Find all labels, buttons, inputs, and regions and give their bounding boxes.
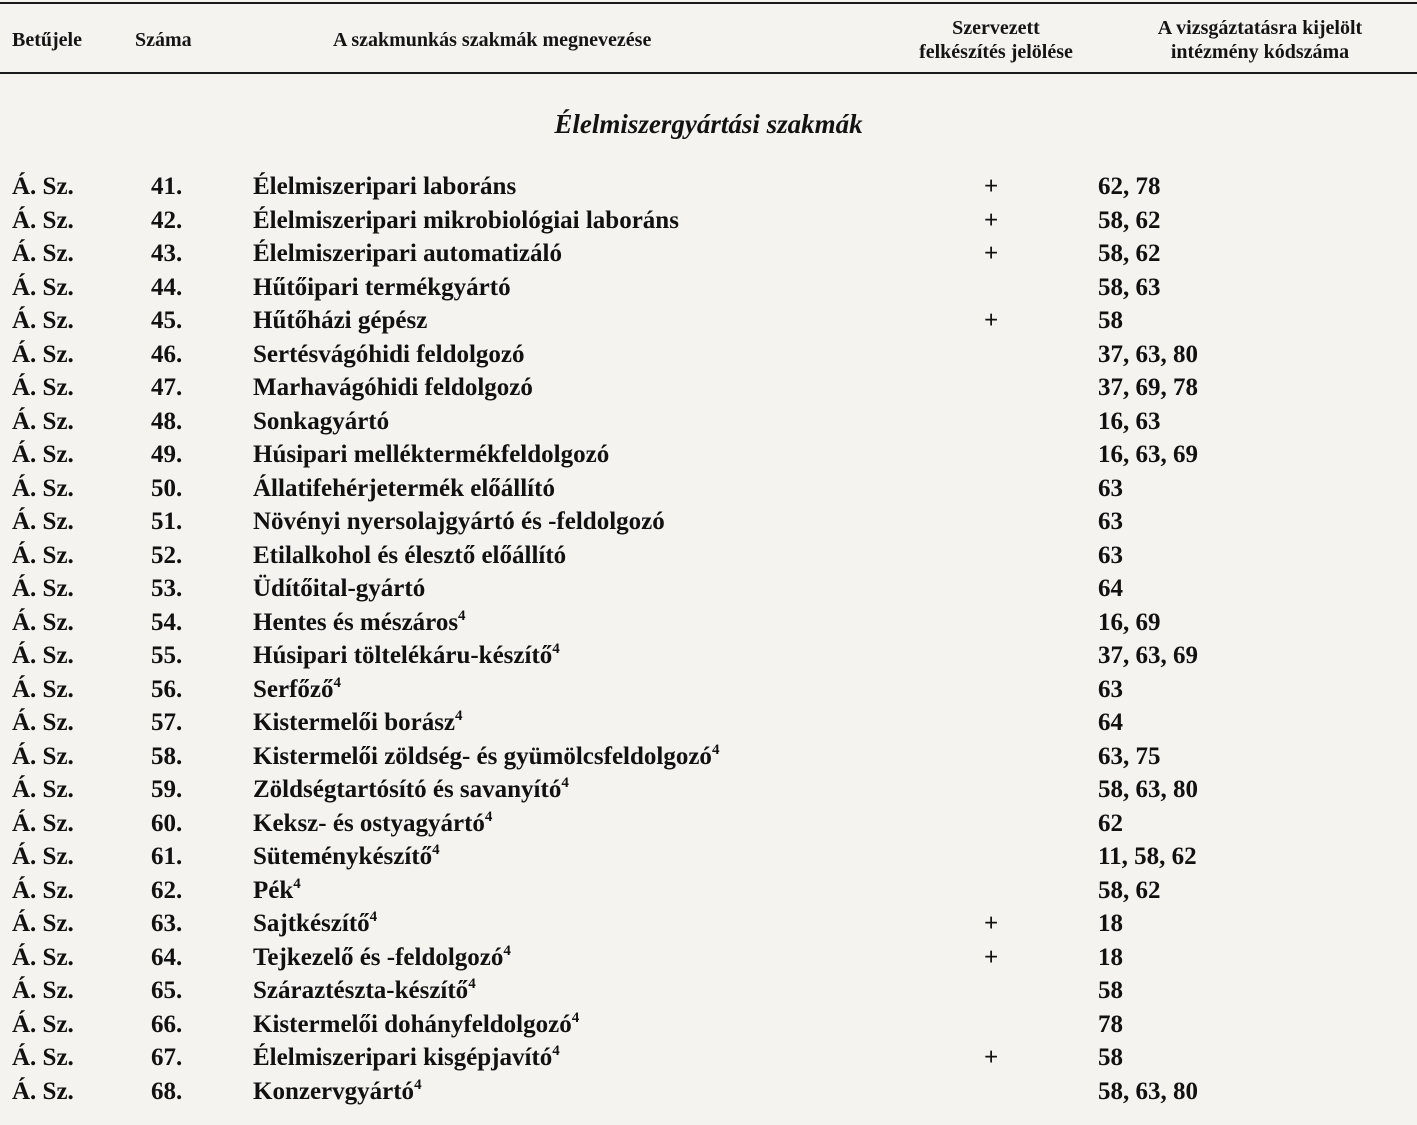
table-row — [0, 438, 1417, 472]
row-nev-cell — [253, 438, 609, 471]
table-row — [0, 405, 1417, 439]
row-nev-cell — [253, 673, 341, 706]
row-betujel: Á. Sz. — [12, 608, 74, 636]
table-row — [0, 807, 1417, 841]
row-kodszam: 58, 63 — [1098, 273, 1161, 301]
header-vizsga-line2: intézmény kódszáma — [1170, 41, 1350, 63]
table-row — [0, 237, 1417, 271]
table-row — [0, 974, 1417, 1008]
row-betujel: Á. Sz. — [12, 541, 74, 569]
row-betujel: Á. Sz. — [12, 809, 74, 837]
row-szervezett-mark: + — [984, 910, 999, 937]
row-szam: 65. — [151, 977, 183, 1004]
table-row — [0, 1075, 1417, 1109]
row-nev-cell — [253, 807, 492, 840]
header-megnevezes: A szakmunkás szakmák megnevezése — [333, 29, 652, 51]
row-kodszam: 11, 58, 62 — [1098, 843, 1197, 870]
header-vizsga — [1140, 16, 1380, 64]
row-betujel: Á. Sz. — [12, 843, 74, 870]
row-betujel: Á. Sz. — [12, 374, 74, 401]
row-nev-cell — [253, 907, 377, 940]
row-kodszam: 64 — [1098, 709, 1123, 736]
row-betujel: Á. Sz. — [12, 977, 74, 1004]
row-nev-cell — [253, 539, 566, 572]
row-betujel: Á. Sz. — [12, 474, 74, 502]
table-row — [0, 204, 1417, 238]
row-szam: 44. — [151, 273, 183, 301]
row-szam: 41. — [151, 173, 183, 200]
table-row — [0, 472, 1417, 506]
row-betujel: Á. Sz. — [12, 709, 74, 736]
row-nev: Élelmiszeripari automatizáló — [253, 240, 562, 267]
row-nev-cell — [253, 1041, 560, 1074]
row-betujel: Á. Sz. — [12, 273, 74, 301]
table-row — [0, 874, 1417, 908]
footnote-marker: 4 — [484, 808, 493, 825]
row-nev-cell — [253, 639, 560, 672]
row-szervezett-mark: + — [984, 943, 999, 971]
row-nev: Kistermelői borász — [253, 709, 456, 736]
row-kodszam: 63, 75 — [1098, 742, 1161, 770]
row-betujel: Á. Sz. — [12, 910, 74, 937]
table-row — [0, 740, 1417, 774]
row-kodszam: 37, 63, 69 — [1098, 642, 1198, 669]
row-kodszam: 64 — [1098, 575, 1123, 602]
top-rule — [0, 2, 1417, 4]
footnote-marker: 4 — [561, 775, 569, 791]
table-row — [0, 338, 1417, 372]
row-betujel: Á. Sz. — [12, 575, 74, 602]
row-nev: Sajtkészítő — [253, 910, 370, 937]
row-szam: 63. — [151, 910, 183, 937]
row-nev-cell — [253, 740, 719, 773]
row-nev: Serfőző — [253, 675, 334, 703]
table-row — [0, 371, 1417, 405]
row-nev: Etilalkohol és élesztő előállító — [253, 541, 567, 569]
row-betujel: Á. Sz. — [12, 407, 74, 435]
table-row — [0, 706, 1417, 740]
footnote-marker: 4 — [468, 976, 476, 992]
row-kodszam: 63 — [1098, 474, 1123, 502]
row-nev-cell — [253, 271, 511, 304]
row-kodszam: 16, 69 — [1098, 608, 1161, 636]
row-kodszam: 58, 63, 80 — [1098, 1077, 1198, 1105]
row-szam: 42. — [151, 206, 183, 234]
row-betujel: Á. Sz. — [12, 1010, 74, 1038]
row-kodszam: 63 — [1098, 508, 1123, 535]
row-szervezett-mark: + — [984, 173, 999, 200]
row-nev: Hűtőházi gépész — [253, 307, 428, 334]
footnote-marker: 4 — [432, 842, 440, 858]
row-nev: Állatifehérjetermék előállító — [253, 474, 555, 502]
row-betujel: Á. Sz. — [12, 675, 74, 703]
table-row — [0, 271, 1417, 305]
row-nev-cell — [253, 840, 440, 873]
table-row — [0, 941, 1417, 975]
header-betujele: Betűjele — [12, 29, 82, 51]
row-szam: 57. — [151, 709, 183, 736]
row-szam: 43. — [151, 240, 183, 267]
row-szam: 58. — [151, 742, 183, 770]
footnote-marker: 4 — [552, 1043, 560, 1059]
table-row — [0, 907, 1417, 941]
row-betujel: Á. Sz. — [12, 173, 74, 200]
row-kodszam: 18 — [1098, 943, 1123, 971]
row-szam: 64. — [151, 943, 183, 971]
row-nev: Hentes és mészáros — [253, 608, 459, 636]
header-szervezett — [906, 16, 1086, 64]
row-nev: Kistermelői dohányfeldolgozó — [253, 1010, 572, 1038]
table-row — [0, 572, 1417, 606]
table-row — [0, 505, 1417, 539]
row-kodszam: 58, 62 — [1098, 876, 1161, 904]
table-row — [0, 639, 1417, 673]
footnote-marker: 4 — [458, 607, 466, 624]
row-szam: 48. — [151, 407, 183, 435]
row-szam: 47. — [151, 374, 183, 401]
row-nev: Marhavágóhidi feldolgozó — [253, 374, 533, 401]
footnote-marker: 4 — [333, 674, 342, 691]
row-kodszam: 58 — [1098, 1044, 1123, 1071]
row-nev-cell — [253, 1075, 422, 1108]
row-szam: 55. — [151, 642, 183, 669]
row-nev: Konzervgyártó — [253, 1077, 415, 1105]
row-nev: Tejkezelő és -feldolgozó — [253, 943, 504, 971]
row-betujel: Á. Sz. — [12, 642, 74, 669]
table-body — [0, 170, 1417, 1108]
row-nev: Húsipari melléktermékfeldolgozó — [253, 441, 610, 468]
row-kodszam: 58, 62 — [1098, 240, 1161, 267]
row-nev: Süteménykészítő — [253, 843, 433, 870]
row-betujel: Á. Sz. — [12, 206, 74, 234]
row-szam: 56. — [151, 675, 183, 703]
row-betujel: Á. Sz. — [12, 240, 74, 267]
row-betujel: Á. Sz. — [12, 876, 74, 904]
row-nev: Élelmiszeripari laboráns — [253, 173, 517, 200]
row-szam: 68. — [151, 1077, 183, 1105]
row-betujel: Á. Sz. — [12, 943, 74, 971]
row-kodszam: 58, 62 — [1098, 206, 1161, 234]
row-nev: Hűtőipari termékgyártó — [253, 273, 511, 301]
row-kodszam: 62 — [1098, 809, 1123, 837]
row-nev-cell — [253, 572, 425, 605]
table-row — [0, 539, 1417, 573]
row-szervezett-mark: + — [984, 1044, 999, 1071]
header-szervezett-line2: felkészítés jelölése — [919, 41, 1073, 63]
footnote-marker: 4 — [369, 909, 378, 925]
row-nev: Húsipari töltelékáru-készítő — [253, 642, 553, 669]
row-szam: 52. — [151, 541, 183, 569]
row-szam: 45. — [151, 307, 183, 334]
row-szervezett-mark: + — [984, 307, 999, 334]
row-betujel: Á. Sz. — [12, 742, 74, 770]
row-szam: 49. — [151, 441, 183, 468]
row-betujel: Á. Sz. — [12, 441, 74, 468]
row-nev: Száraztészta-készítő — [253, 977, 469, 1004]
row-kodszam: 63 — [1098, 541, 1123, 569]
row-nev: Növényi nyersolajgyártó és -feldolgozó — [253, 508, 665, 535]
row-kodszam: 62, 78 — [1098, 173, 1161, 200]
row-nev: Zöldségtartósító és savanyító — [253, 776, 562, 803]
row-kodszam: 58, 63, 80 — [1098, 776, 1198, 803]
row-nev-cell — [253, 304, 427, 337]
row-kodszam: 37, 69, 78 — [1098, 374, 1198, 401]
header-szama: Száma — [135, 29, 192, 51]
row-kodszam: 58 — [1098, 307, 1123, 334]
row-betujel: Á. Sz. — [12, 776, 74, 803]
row-szam: 54. — [151, 608, 183, 636]
table-row — [0, 1008, 1417, 1042]
table-row — [0, 773, 1417, 807]
header-vizsga-line1: A vizsgáztatásra kijelölt — [1157, 17, 1363, 39]
row-szervezett-mark: + — [984, 206, 999, 234]
row-nev-cell — [253, 941, 511, 974]
row-betujel: Á. Sz. — [12, 1044, 74, 1071]
footnote-marker: 4 — [414, 1076, 422, 1093]
row-szam: 66. — [151, 1010, 183, 1038]
row-szam: 67. — [151, 1044, 183, 1071]
row-kodszam: 63 — [1098, 675, 1123, 703]
row-kodszam: 78 — [1098, 1010, 1123, 1038]
header-szervezett-line1: Szervezett — [952, 17, 1040, 39]
row-szam: 50. — [151, 474, 183, 502]
row-nev-cell — [253, 706, 463, 739]
row-nev: Pék — [253, 876, 294, 904]
row-nev-cell — [253, 405, 389, 438]
row-szam: 60. — [151, 809, 183, 837]
row-nev: Kistermelői zöldség- és gyümölcsfeldolgozó — [253, 742, 712, 770]
row-szam: 62. — [151, 876, 183, 904]
table-row — [0, 170, 1417, 204]
row-kodszam: 37, 63, 80 — [1098, 340, 1198, 368]
row-kodszam: 16, 63, 69 — [1098, 441, 1198, 468]
table-row — [0, 1041, 1417, 1075]
row-nev-cell — [253, 371, 533, 404]
row-nev: Élelmiszeripari mikrobiológiai laboráns — [253, 206, 679, 234]
row-betujel: Á. Sz. — [12, 1077, 74, 1105]
row-betujel: Á. Sz. — [12, 307, 74, 334]
row-nev: Keksz- és ostyagyártó — [253, 809, 485, 837]
row-nev: Élelmiszeripari kisgépjavító — [253, 1044, 553, 1071]
section-title: Élelmiszergyártási szakmák — [554, 109, 863, 139]
table-row — [0, 673, 1417, 707]
row-nev-cell — [253, 874, 301, 907]
table-row — [0, 840, 1417, 874]
footnote-marker: 4 — [552, 641, 560, 657]
row-szervezett-mark: + — [984, 240, 999, 267]
row-kodszam: 16, 63 — [1098, 407, 1161, 435]
footnote-marker: 4 — [503, 942, 511, 959]
row-betujel: Á. Sz. — [12, 508, 74, 535]
row-nev-cell — [253, 1008, 579, 1041]
row-szam: 59. — [151, 776, 183, 803]
row-nev-cell — [253, 170, 516, 203]
footnote-marker: 4 — [455, 708, 463, 724]
row-nev-cell — [253, 338, 525, 371]
header-rule — [0, 72, 1417, 74]
row-szam: 46. — [151, 340, 183, 368]
row-betujel: Á. Sz. — [12, 340, 74, 368]
row-kodszam: 18 — [1098, 910, 1123, 937]
footnote-marker: 4 — [293, 875, 301, 892]
row-nev-cell — [253, 606, 466, 639]
row-szam: 53. — [151, 575, 183, 602]
footnote-marker: 4 — [571, 1009, 580, 1026]
row-szam: 51. — [151, 508, 183, 535]
row-nev: Sonkagyártó — [253, 407, 390, 435]
row-nev-cell — [253, 204, 679, 237]
row-nev-cell — [253, 237, 562, 270]
row-nev-cell — [253, 472, 555, 505]
row-szam: 61. — [151, 843, 183, 870]
row-nev: Üdítőital-gyártó — [253, 575, 426, 602]
table-row — [0, 304, 1417, 338]
row-nev-cell — [253, 974, 476, 1007]
footnote-marker: 4 — [711, 741, 720, 758]
table-row — [0, 606, 1417, 640]
row-kodszam: 58 — [1098, 977, 1123, 1004]
row-nev: Sertésvágóhidi feldolgozó — [253, 340, 525, 368]
row-nev-cell — [253, 773, 569, 806]
row-nev-cell — [253, 505, 665, 538]
